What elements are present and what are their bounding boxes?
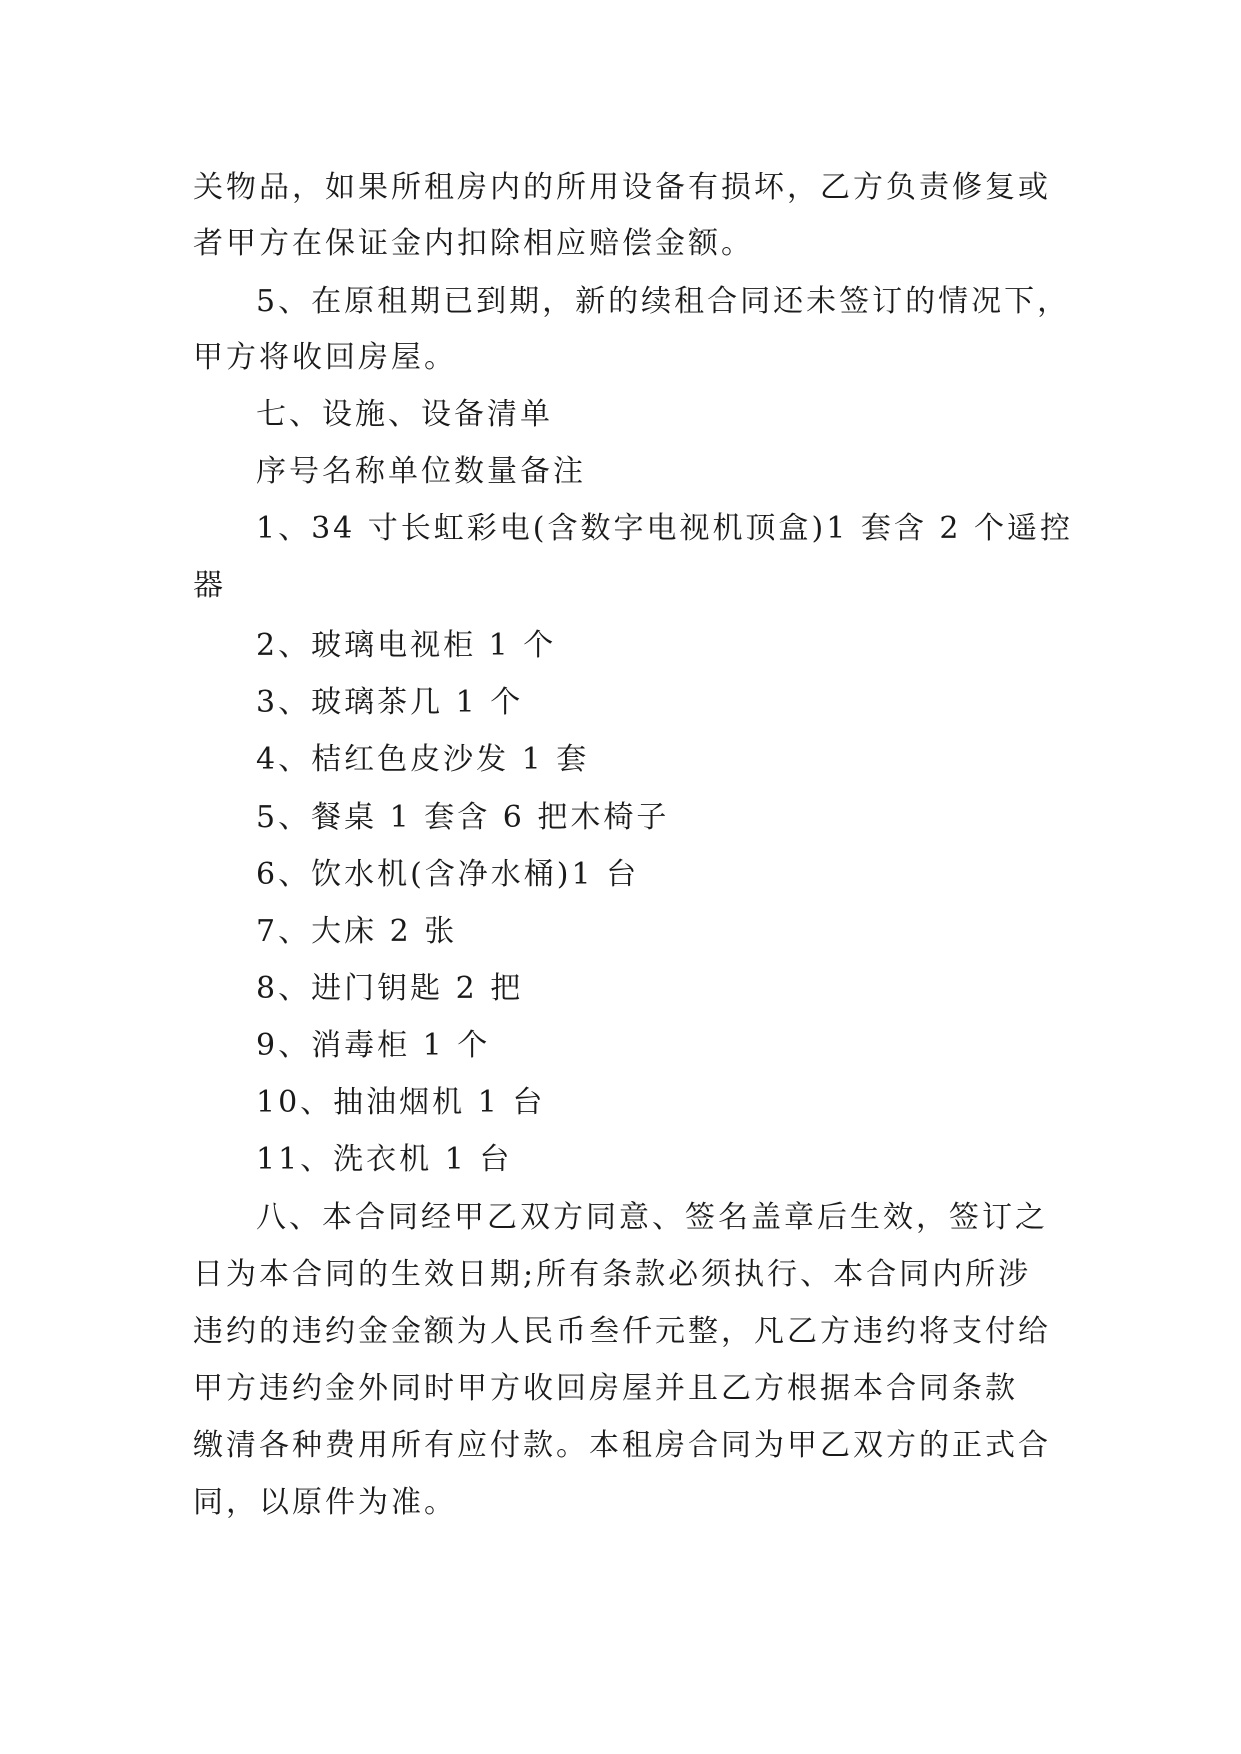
text-line: 关物品，如果所租房内的所用设备有损坏，乙方负责修复或	[193, 170, 1051, 205]
list-item: 11、洗衣机 1 台	[256, 1142, 513, 1177]
list-item: 4、桔红色皮沙发 1 套	[256, 742, 590, 777]
text-line: 5、在原租期已到期，新的续租合同还未签订的情况下，	[256, 284, 1071, 319]
list-item: 10、抽油烟机 1 台	[256, 1085, 546, 1120]
list-item: 5、餐桌 1 套含 6 把木椅子	[256, 800, 670, 835]
list-item: 7、大床 2 张	[256, 914, 458, 949]
text-line: 日为本合同的生效日期;所有条款必须执行、本合同内所涉	[193, 1257, 1032, 1292]
list-item: 2、玻璃电视柜 1 个	[256, 628, 557, 663]
text-line: 者甲方在保证金内扣除相应赔偿金额。	[193, 226, 754, 261]
text-line: 同，以原件为准。	[193, 1485, 457, 1520]
list-item: 6、饮水机(含净水桶)1 台	[256, 857, 640, 892]
text-line: 八、本合同经甲乙双方同意、签名盖章后生效，签订之	[256, 1200, 1048, 1235]
text-line: 甲方违约金外同时甲方收回房屋并且乙方根据本合同条款	[193, 1371, 1018, 1406]
text-line: 甲方将收回房屋。	[193, 340, 457, 375]
list-item: 9、消毒柜 1 个	[256, 1028, 491, 1063]
text-line: 违约的违约金金额为人民币叁仟元整，凡乙方违约将支付给	[193, 1314, 1051, 1349]
list-item: 1、34 寸长虹彩电(含数字电视机顶盒)1 套含 2 个遥控	[256, 511, 1073, 546]
section-heading: 七、设施、设备清单	[256, 397, 553, 432]
table-header: 序号名称单位数量备注	[256, 454, 586, 489]
list-item: 3、玻璃茶几 1 个	[256, 685, 524, 720]
list-item: 8、进门钥匙 2 把	[256, 971, 524, 1006]
text-line: 缴清各种费用所有应付款。本租房合同为甲乙双方的正式合	[193, 1428, 1051, 1463]
list-item-continuation: 器	[193, 568, 226, 603]
